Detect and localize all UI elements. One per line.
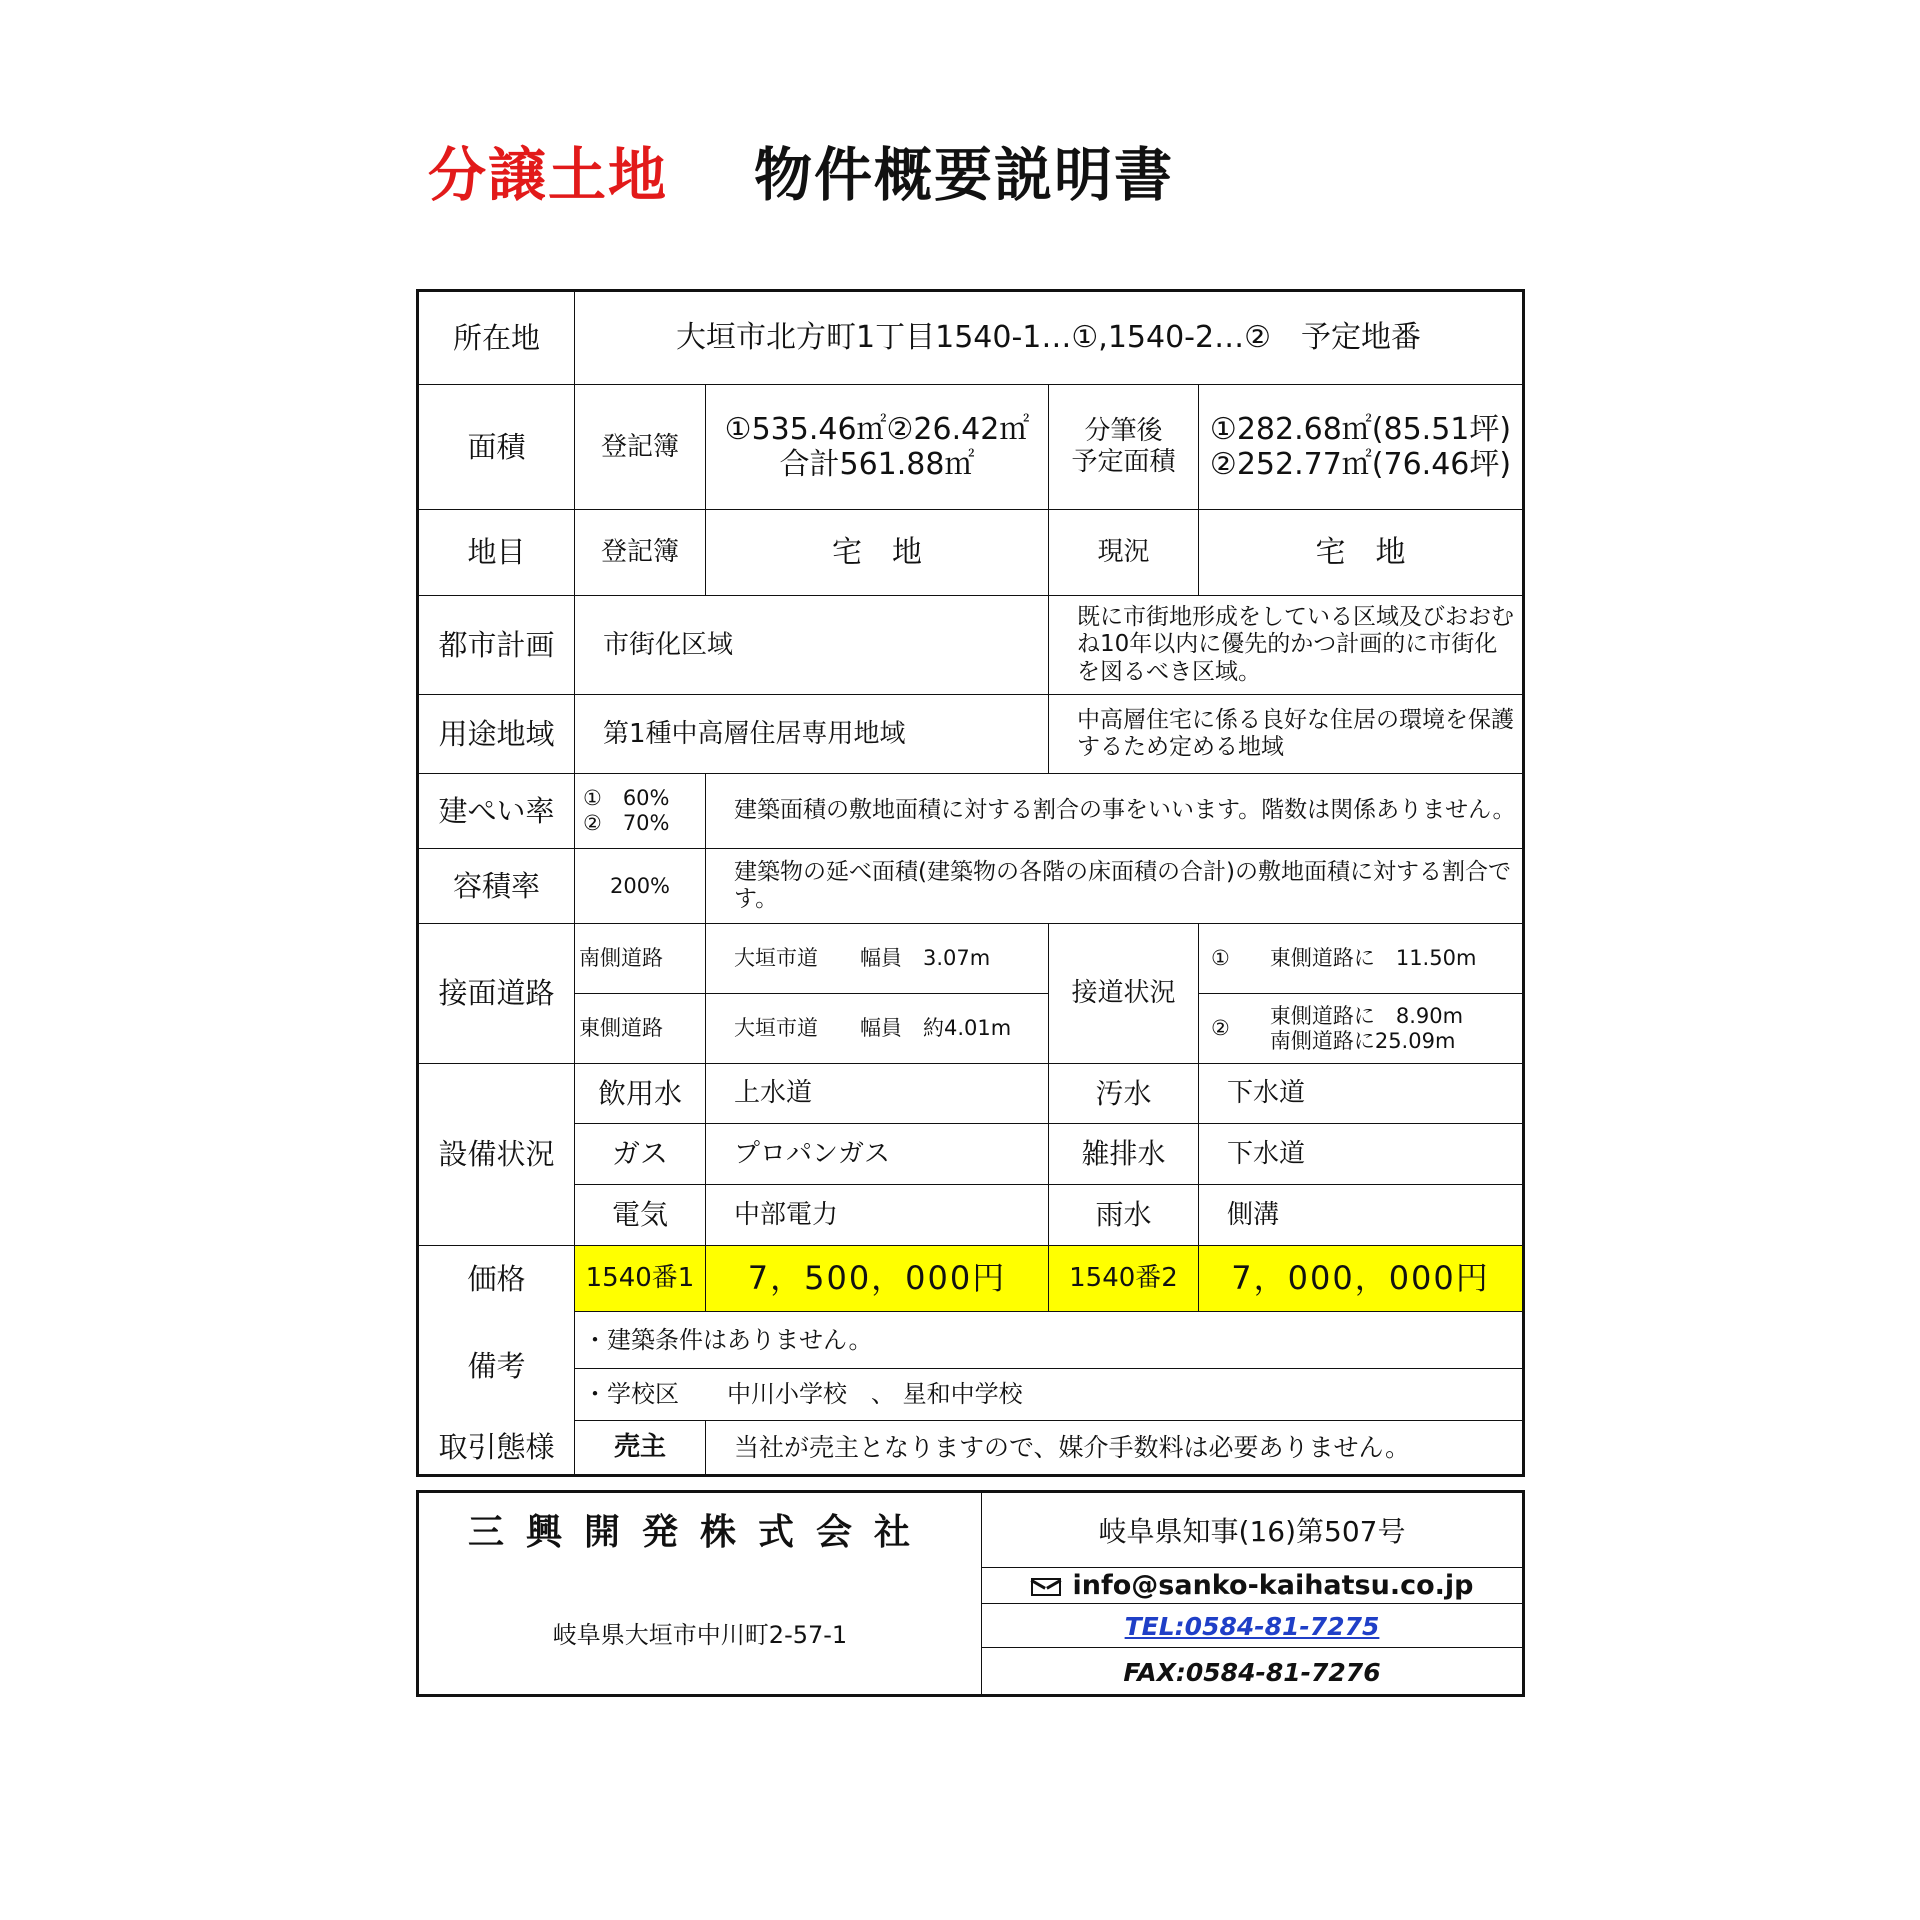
rain-label: 雨水	[1049, 1185, 1199, 1246]
notes-line-2: ・学校区 中川小学校 、 星和中学校	[575, 1369, 1524, 1421]
city-plan-label: 都市計画	[418, 596, 575, 695]
floor-ratio-desc: 建築物の延べ面積(建築物の各階の床面積の合計)の敷地面積に対する割合です。	[706, 849, 1524, 924]
zoning-label: 用途地域	[418, 695, 575, 774]
zoning-desc: 中高層住宅に係る良好な住居の環境を保護するため定める地域	[1049, 695, 1524, 774]
electric-value: 中部電力	[706, 1185, 1049, 1246]
company-footer	[416, 1490, 1525, 1697]
row-land-category	[418, 510, 1524, 596]
water-value: 上水道	[706, 1064, 1049, 1124]
road-status-2-layout	[1211, 1004, 1463, 1054]
road-status-1: ① 東側道路に 11.50m	[1199, 924, 1524, 994]
row-road-south	[418, 924, 1524, 994]
row-coverage	[418, 774, 1524, 849]
company-email[interactable]: info@sanko-kaihatsu.co.jp	[1072, 1570, 1474, 1601]
greywater-label: 雑排水	[1049, 1124, 1199, 1185]
water-label: 飲用水	[575, 1064, 706, 1124]
transaction-type: 売主	[575, 1421, 706, 1476]
title-subdivision: 分譲土地	[428, 141, 669, 209]
land-registry-value: 宅 地	[706, 510, 1049, 596]
price-lot2-value: 7，000，000円	[1199, 1246, 1524, 1312]
location-value: 大垣市北方町1丁目1540-1…①,1540-2…② 予定地番	[575, 291, 1524, 385]
row-city-plan	[418, 596, 1524, 695]
road-status-2-lines: 東側道路に 8.90m 南側道路に25.09m	[1269, 1003, 1464, 1053]
coverage-label: 建ぺい率	[418, 774, 575, 849]
company-name: 三興開発株式会社	[467, 1511, 932, 1553]
road-east-value: 大垣市道 幅員 約4.01m	[706, 994, 1049, 1064]
gas-value: プロパンガス	[706, 1124, 1049, 1185]
row-zoning	[418, 695, 1524, 774]
land-category-label: 地目	[418, 510, 575, 596]
rain-value: 側溝	[1199, 1185, 1524, 1246]
location-label: 所在地	[418, 291, 575, 385]
row-area	[418, 385, 1524, 510]
price-lot1-value: 7，500，000円	[706, 1246, 1049, 1312]
transaction-desc: 当社が売主となりますので、媒介手数料は必要ありません。	[706, 1421, 1524, 1476]
land-current-label: 現況	[1049, 510, 1199, 596]
price-lot2-label: 1540番2	[1049, 1246, 1199, 1312]
row-transaction	[418, 1421, 1524, 1476]
mail-icon	[1031, 1578, 1061, 1596]
row-price	[418, 1246, 1524, 1312]
area-registry-value: ①535.46㎡②26.42㎡ 合計561.88㎡	[706, 385, 1049, 510]
area-after-value: ①282.68㎡(85.51坪) ②252.77㎡(76.46坪)	[1199, 385, 1524, 510]
page-title	[428, 128, 1174, 212]
row-floor-ratio	[418, 849, 1524, 924]
road-status-label: 接道状況	[1049, 924, 1199, 1064]
row-facility-electric	[418, 1185, 1524, 1246]
gas-label: ガス	[575, 1124, 706, 1185]
electric-label: 電気	[575, 1185, 706, 1246]
road-status-2-num: ②	[1211, 1016, 1230, 1041]
zoning-value: 第1種中高層住居専用地域	[575, 695, 1049, 774]
roads-label: 接面道路	[418, 924, 575, 1064]
coverage-values: ① 60% ② 70%	[575, 774, 706, 849]
greywater-value: 下水道	[1199, 1124, 1524, 1185]
row-location	[418, 291, 1524, 385]
road-south-label: 南側道路	[575, 924, 706, 994]
property-table	[416, 289, 1525, 1477]
title-overview: 物件概要説明書	[754, 141, 1175, 209]
floor-ratio-label: 容積率	[418, 849, 575, 924]
company-tel[interactable]: TEL:0584-81-7275	[1124, 1612, 1380, 1641]
sewage-label: 汚水	[1049, 1064, 1199, 1124]
company-fax-cell	[982, 1648, 1524, 1696]
road-south-value: 大垣市道 幅員 3.07m	[706, 924, 1049, 994]
company-email-cell[interactable]	[982, 1568, 1524, 1604]
city-plan-desc: 既に市街地形成をしている区域及びおおむね10年以内に優先的かつ計画的に市街化を図るべき区域。	[1049, 596, 1524, 695]
row-facility-water	[418, 1064, 1524, 1124]
company-block	[418, 1492, 982, 1696]
company-address: 岐阜県大垣市中川町2-57-1	[552, 1620, 848, 1649]
facilities-label: 設備状況	[418, 1064, 575, 1246]
road-east-label: 東側道路	[575, 994, 706, 1064]
company-tel-cell	[982, 1604, 1524, 1648]
row-facility-gas	[418, 1124, 1524, 1185]
notes-label: 備考	[418, 1312, 575, 1421]
company-fax: FAX:0584-81-7276	[1123, 1657, 1381, 1687]
land-registry-label: 登記簿	[575, 510, 706, 596]
coverage-desc: 建築面積の敷地面積に対する割合の事をいいます。階数は関係ありません。	[706, 774, 1524, 849]
row-notes-1	[418, 1312, 1524, 1369]
land-current-value: 宅 地	[1199, 510, 1524, 596]
city-plan-value: 市街化区域	[575, 596, 1049, 695]
price-lot1-label: 1540番1	[575, 1246, 706, 1312]
row-road-east	[418, 994, 1524, 1064]
road-status-2	[1199, 994, 1524, 1064]
transaction-label: 取引態様	[418, 1421, 575, 1476]
row-notes-2	[418, 1369, 1524, 1421]
area-label: 面積	[418, 385, 575, 510]
company-license: 岐阜県知事(16)第507号	[982, 1492, 1524, 1568]
area-after-label: 分筆後 予定面積	[1049, 385, 1199, 510]
sewage-value: 下水道	[1199, 1064, 1524, 1124]
notes-line-1: ・建築条件はありません。	[575, 1312, 1524, 1369]
price-label: 価格	[418, 1246, 575, 1312]
floor-ratio-value: 200%	[575, 849, 706, 924]
area-registry-label: 登記簿	[575, 385, 706, 510]
